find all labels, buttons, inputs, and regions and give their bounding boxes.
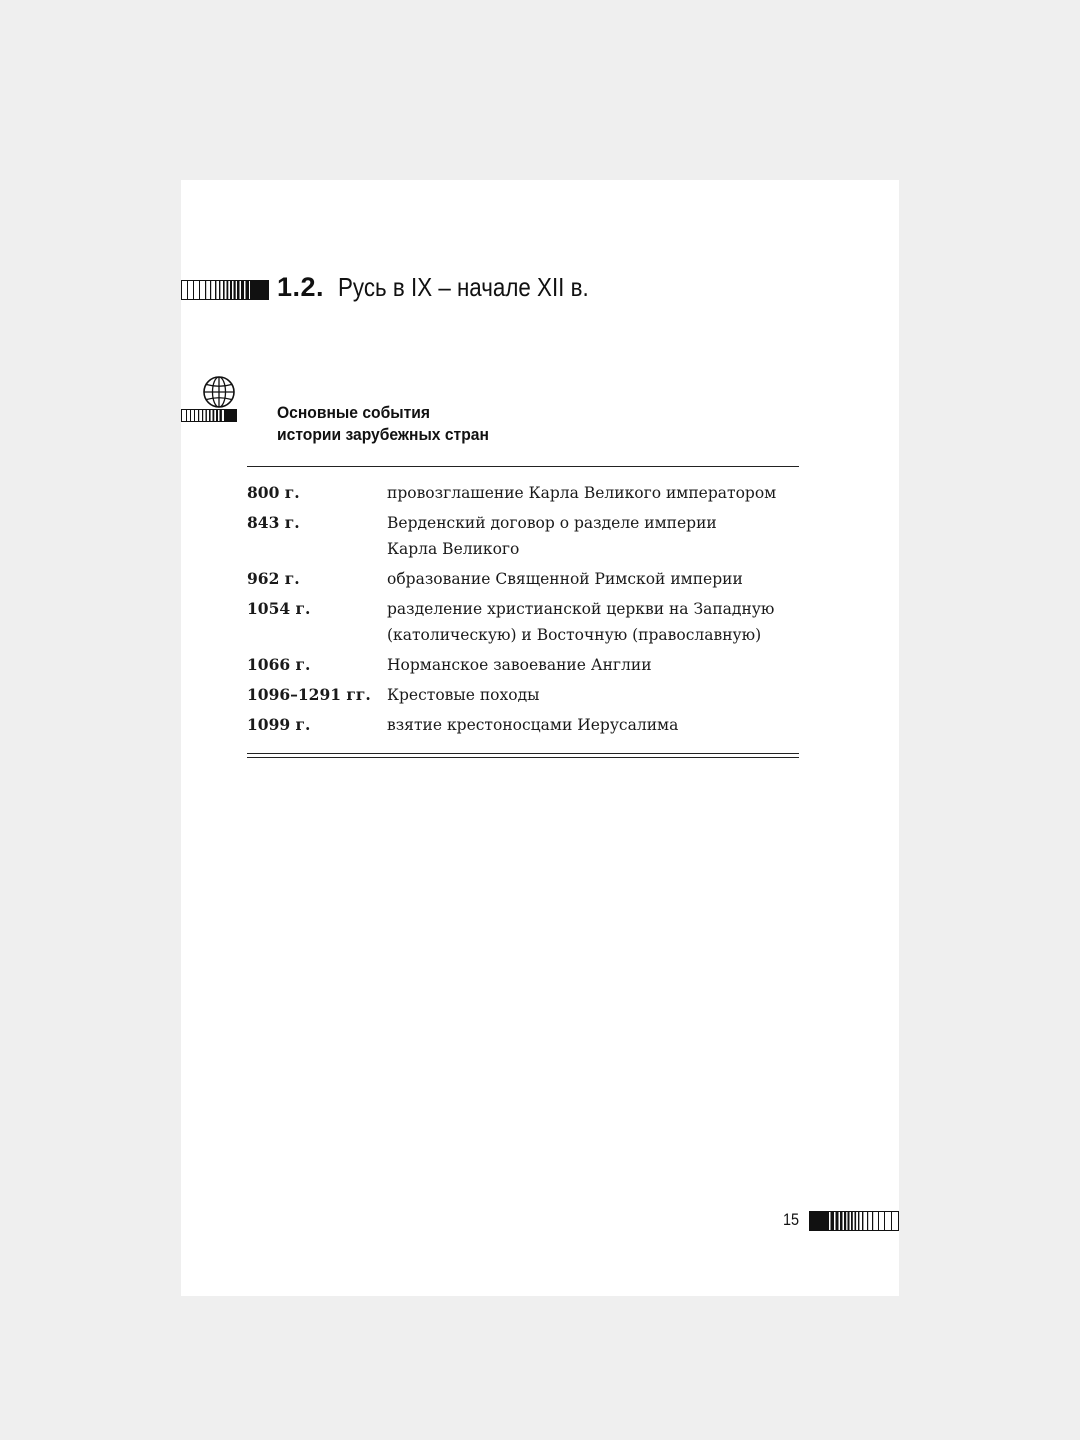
book-page [181,180,899,1296]
event-description [387,566,799,592]
event-description-line: взятие крестоносцами Иерусалима [387,716,679,734]
event-date: 1096–1291 гг. [247,685,371,704]
event-description-line: провозглашение Карла Великого императором [387,484,777,502]
event-date: 962 г. [247,569,300,588]
event-description [387,652,799,678]
event-date: 843 г. [247,513,300,532]
table-bottom-rule [247,757,799,758]
events-table [247,480,799,742]
event-description [387,682,799,708]
table-bottom-rule [247,753,799,754]
event-description [387,596,799,648]
chapter-title: Русь в IX – начале XII в. [338,272,589,302]
event-description-line: Крестовые походы [387,686,540,704]
section-title-line-1: Основные события [277,403,431,422]
chapter-number: 1.2. [277,272,325,302]
table-top-rule [247,466,799,467]
event-description-line: Верденский договор о разделе империи [387,514,717,532]
event-date: 800 г. [247,483,300,502]
event-description-line: Норманское завоевание Англии [387,656,652,674]
event-row [247,510,799,562]
event-row [247,566,799,592]
page-barcode-ornament [809,1211,899,1231]
event-description [387,712,799,738]
event-date: 1066 г. [247,655,311,674]
section-title-line-2: истории зарубежных стран [277,425,489,444]
event-row [247,712,799,738]
chapter-heading [277,272,630,303]
event-date: 1099 г. [247,715,311,734]
event-description [387,510,799,562]
globe-icon [202,375,236,409]
event-description-line: образование Священной Римской империи [387,570,743,588]
section-barcode-ornament [181,409,237,422]
chapter-barcode-ornament [181,280,269,300]
event-row [247,596,799,648]
page-number: 15 [783,1210,800,1229]
event-description [387,480,799,506]
event-description-line: разделение христианской церкви на Западную [387,600,775,618]
event-description-line: Карла Великого [387,540,520,558]
event-date: 1054 г. [247,599,311,618]
section-title [277,402,489,446]
event-row [247,652,799,678]
event-row [247,480,799,506]
event-row [247,682,799,708]
event-description-line: (католическую) и Восточную (православную) [387,626,762,644]
